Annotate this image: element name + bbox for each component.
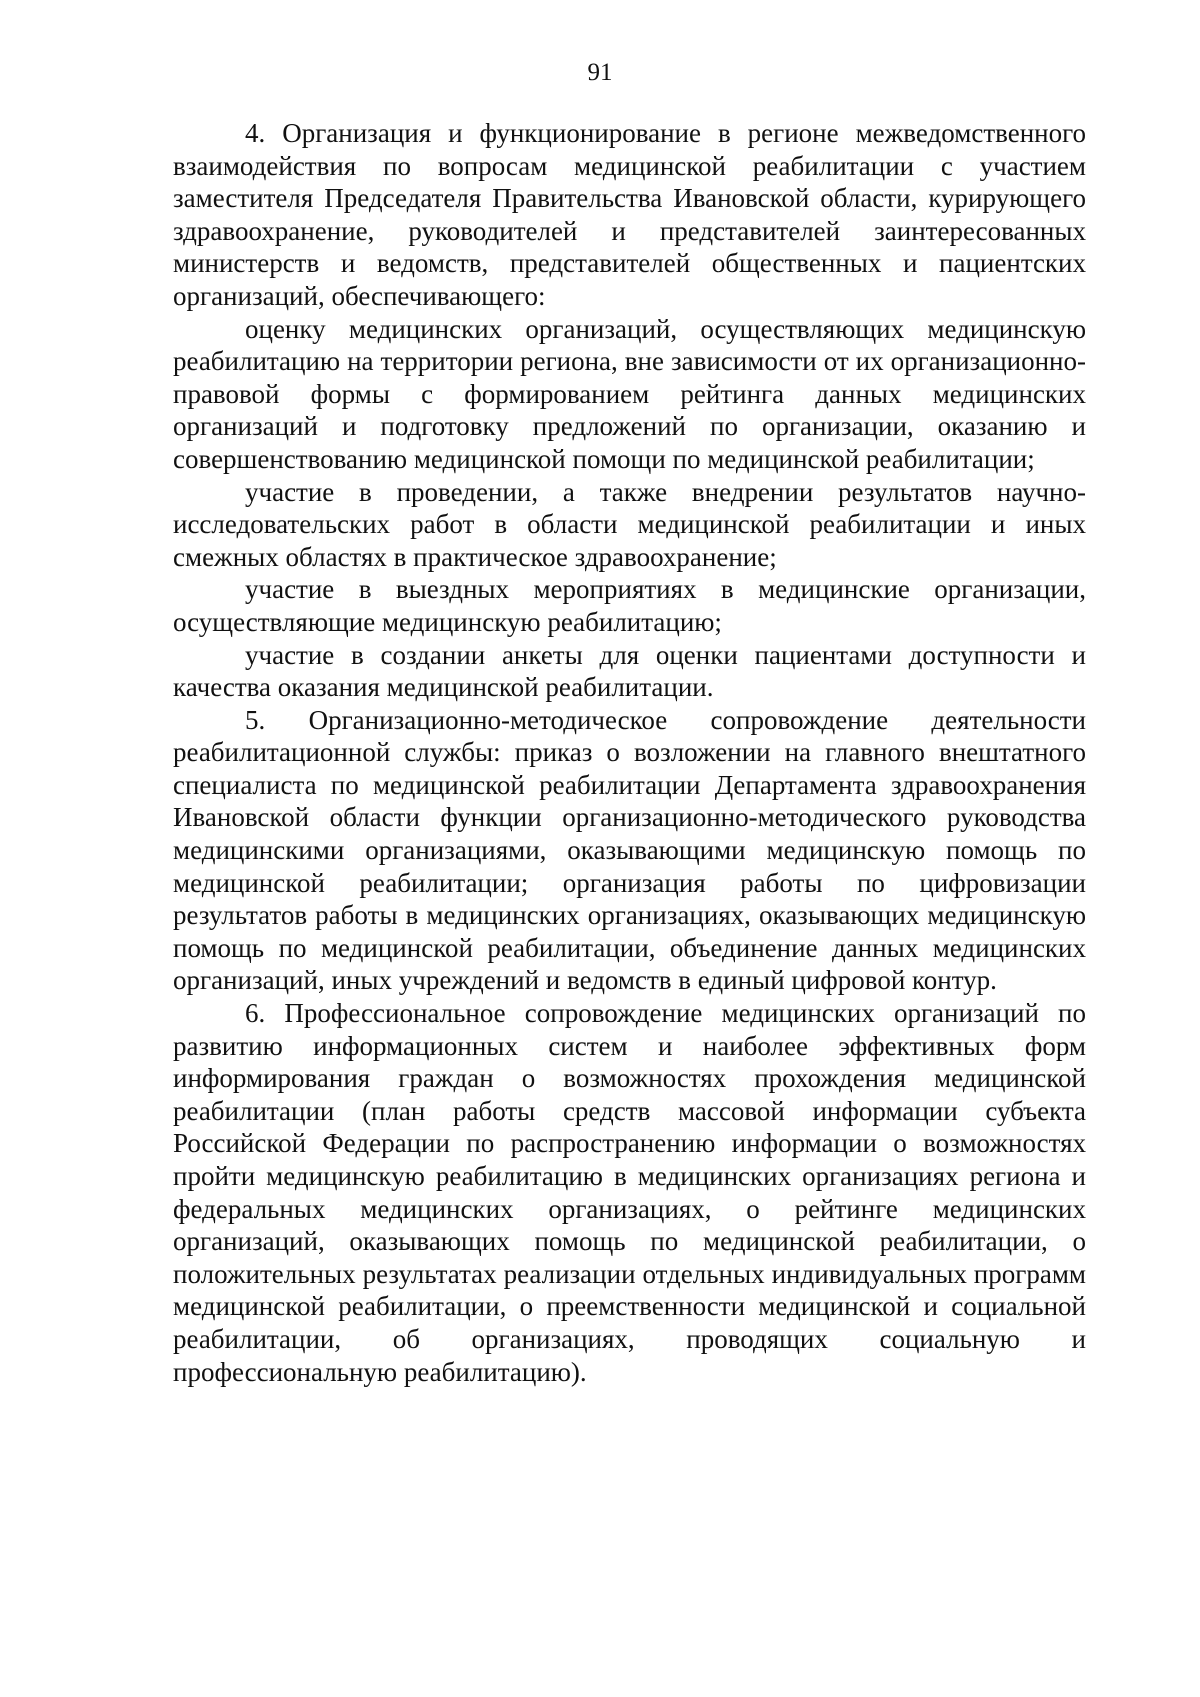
paragraph-assessment: оценку медицинских организаций, осуществляющих медицинскую реабилитацию на территории региона, вне зависимости от их организационно-правовой формы с формированием рейтинга данных медицинских организаций и подготовку предложений по организации, оказанию и совершенствованию медицинской помощи по медицинской реабилитации; — [173, 313, 1086, 474]
paragraph-field-events: участие в выездных мероприятиях в медицинские организации, осуществляющие медицинскую реабилитацию; — [173, 574, 1086, 637]
paragraph-item-4: 4. Организация и функционирование в регионе межведомственного взаимодействия по вопросам медицинской реабилитации с участием заместителя Председателя Правительства Ивановской области, курирующего здравоохранение, руководителей и представителей заинтересованных министерств и ведомств, представителей общественных и пациентских организаций, обеспечивающего: — [173, 118, 1086, 311]
paragraph-item-5: 5. Организационно-методическое сопровождение деятельности реабилитационной службы: приказ о возложении на главного внештатного специалиста по медицинской реабилитации Департамента здравоохранения Ивановской области функции организационно-методического руководства медицинскими организациями, оказывающими медицинскую помощь по медицинской реабилитации; организация работы по цифровизации результатов работы в медицинских организациях, оказывающих медицинскую помощь по медицинской реабилитации, объединение данных медицинских организаций, иных учреждений и ведомств в единый цифровой контур. — [173, 704, 1086, 996]
document-body — [173, 117, 1086, 1388]
paragraph-questionnaire: участие в создании анкеты для оценки пациентами доступности и качества оказания медицинской реабилитации. — [173, 639, 1086, 703]
paragraph-research: участие в проведении, а также внедрении результатов научно-исследовательских работ в области медицинской реабилитации и иных смежных областях в практическое здравоохранение; — [173, 476, 1086, 572]
paragraph-item-6: 6. Профессиональное сопровождение медицинских организаций по развитию информационных систем и наиболее эффективных форм информирования граждан о возможностях прохождения медицинской реабилитации (план работы средств массовой информации субъекта Российской Федерации по распространению информации о возможностях пройти медицинскую реабилитацию в медицинских организациях региона и федеральных медицинских организациях, о рейтинге медицинских организаций, оказывающих помощь по медицинской реабилитации, о положительных результатах реализации отдельных индивидуальных программ медицинской реабилитации, о преемственности медицинской и социальной реабилитации, об организациях, проводящих социальную и профессиональную реабилитацию). — [173, 998, 1086, 1387]
page-number: 91 — [587, 59, 613, 86]
